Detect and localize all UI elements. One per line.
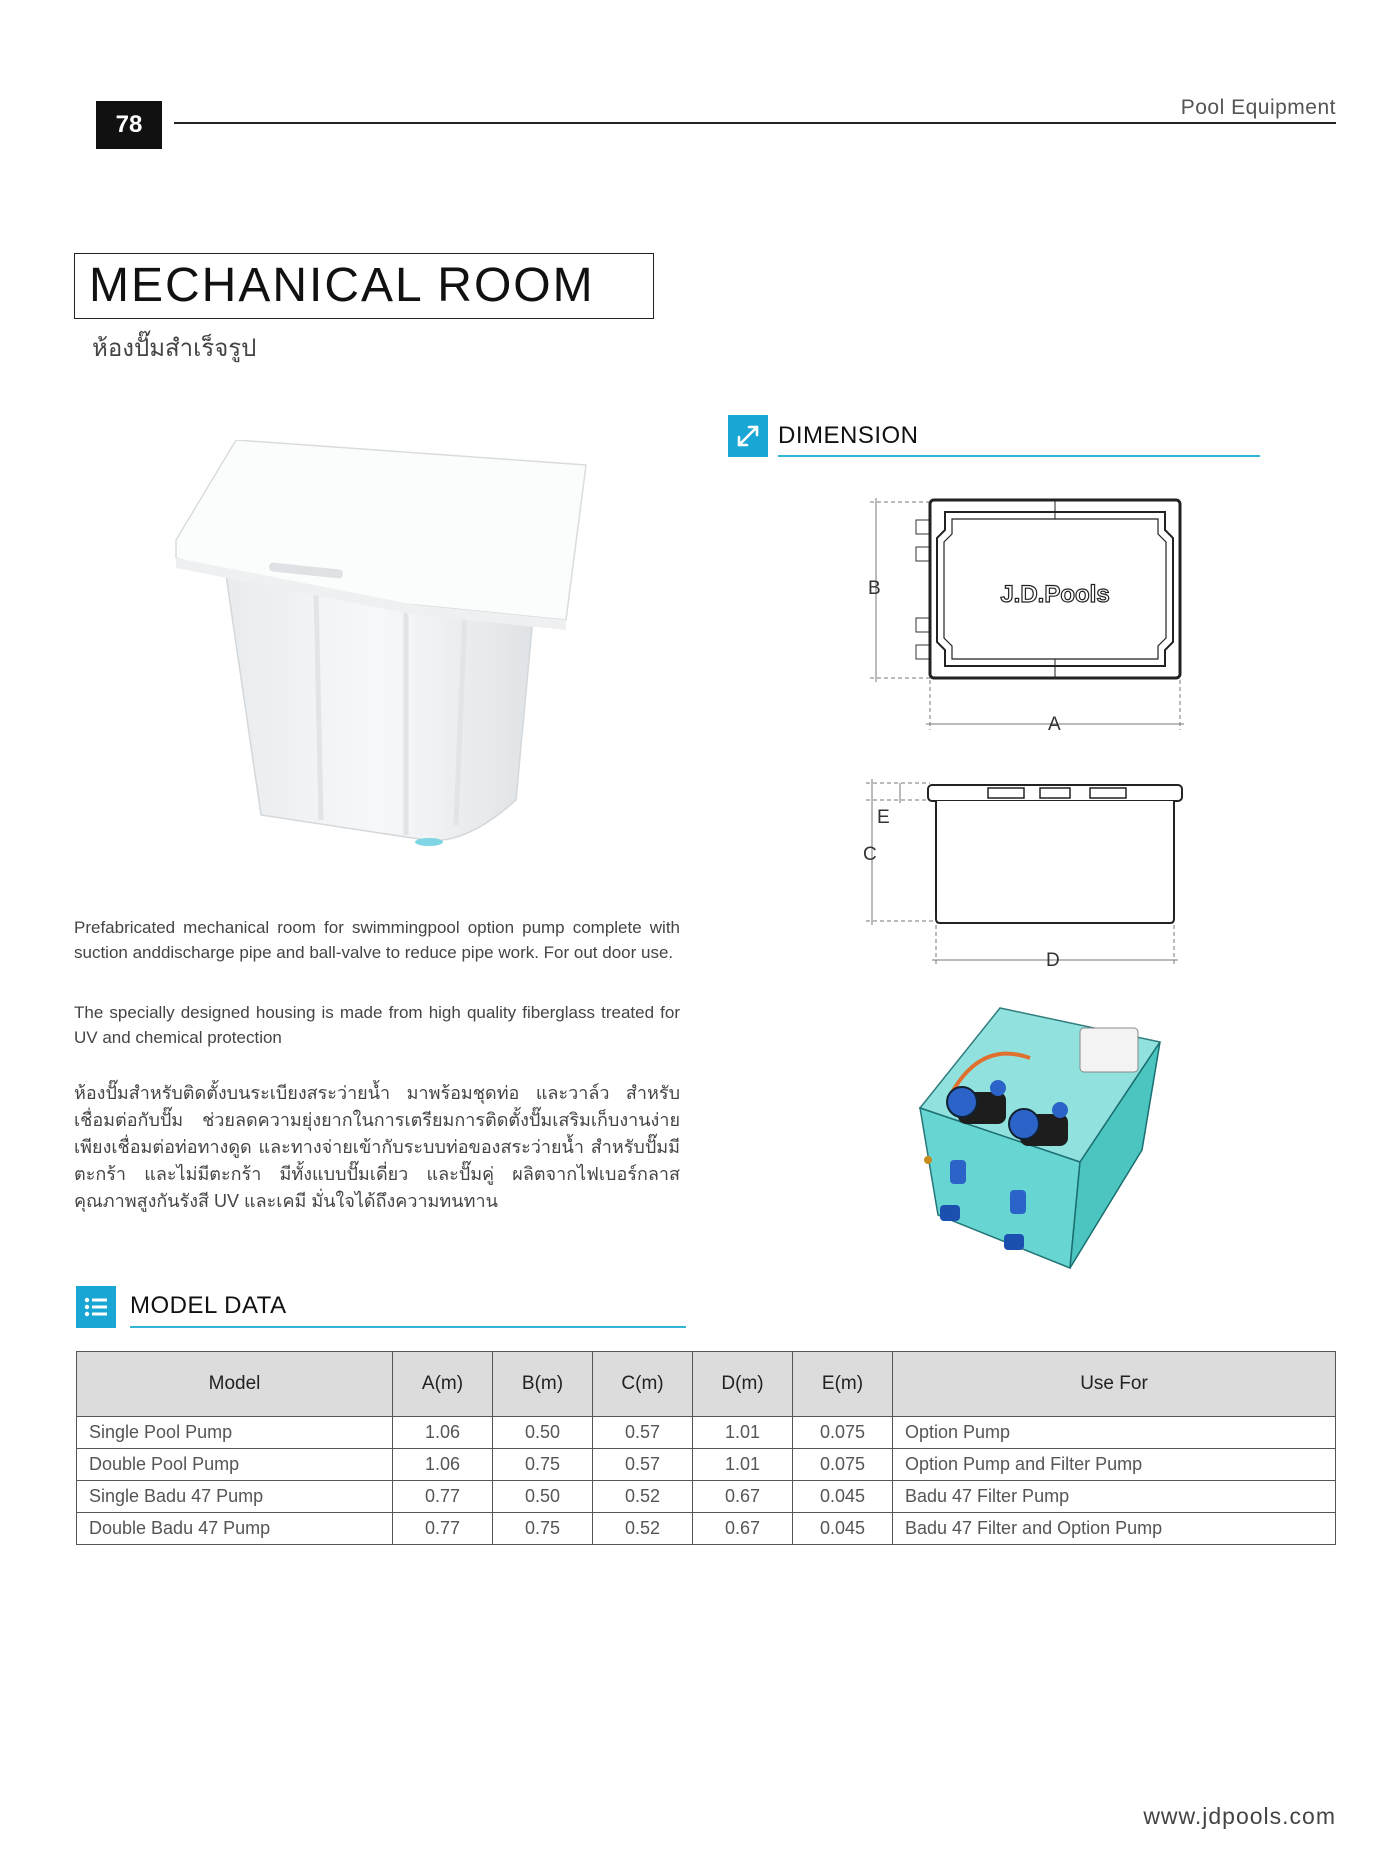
c-value-cell: 0.52 <box>593 1513 693 1545</box>
e-value-cell: 0.045 <box>793 1481 893 1513</box>
column-header-d: D(m) <box>693 1352 793 1417</box>
diagonal-arrow-icon <box>728 415 768 457</box>
e-value-cell: 0.045 <box>793 1513 893 1545</box>
model-name-cell: Single Pool Pump <box>77 1417 393 1449</box>
b-value-cell: 0.50 <box>493 1417 593 1449</box>
top-view-drawing <box>860 490 1200 744</box>
page-title: MECHANICAL ROOM <box>89 259 595 312</box>
dimension-heading-rule <box>778 455 1260 457</box>
use-for-cell: Option Pump and Filter Pump <box>893 1449 1336 1481</box>
website-url: www.jdpools.com <box>1143 1803 1336 1829</box>
dimension-heading: DIMENSION <box>778 422 919 449</box>
header-divider <box>174 122 1336 124</box>
list-icon <box>76 1286 116 1328</box>
b-value-cell: 0.75 <box>493 1513 593 1545</box>
model-name-cell: Single Badu 47 Pump <box>77 1481 393 1513</box>
model-name-cell: Double Badu 47 Pump <box>77 1513 393 1545</box>
dimension-label-b: B <box>868 578 881 599</box>
d-value-cell: 0.67 <box>693 1513 793 1545</box>
a-value-cell: 0.77 <box>393 1513 493 1545</box>
product-photo <box>166 440 596 864</box>
section-title: Pool Equipment <box>1180 96 1336 119</box>
use-for-cell: Badu 47 Filter Pump <box>893 1481 1336 1513</box>
table-row <box>77 1481 1336 1513</box>
d-value-cell: 1.01 <box>693 1417 793 1449</box>
c-value-cell: 0.52 <box>593 1481 693 1513</box>
e-value-cell: 0.075 <box>793 1449 893 1481</box>
model-data-heading: MODEL DATA <box>130 1292 287 1319</box>
column-header-a: A(m) <box>393 1352 493 1417</box>
brand-logo-mark: J.D.Pools <box>1000 581 1110 608</box>
page-subtitle-thai: ห้องปั๊มสำเร็จรูป <box>92 334 257 362</box>
page-number: 78 <box>96 101 162 149</box>
table-row <box>77 1417 1336 1449</box>
column-header-e: E(m) <box>793 1352 893 1417</box>
side-view-drawing <box>860 775 1200 979</box>
description-english-2: The specially designed housing is made from high quality fiberglass treated for UV and chemical protection <box>74 1003 680 1047</box>
d-value-cell: 0.67 <box>693 1481 793 1513</box>
column-header-c: C(m) <box>593 1352 693 1417</box>
use-for-cell: Option Pump <box>893 1417 1336 1449</box>
b-value-cell: 0.50 <box>493 1481 593 1513</box>
a-value-cell: 0.77 <box>393 1481 493 1513</box>
description-english-1: Prefabricated mechanical room for swimmingpool option pump complete with suction anddischarge pipe and ball-valve to reduce pipe work. For out door use. <box>74 918 680 962</box>
page-title-box <box>74 253 654 319</box>
dimension-label-d: D <box>1046 950 1060 971</box>
dimension-label-a: A <box>1048 714 1061 735</box>
b-value-cell: 0.75 <box>493 1449 593 1481</box>
isometric-illustration <box>910 1000 1170 1284</box>
model-name-cell: Double Pool Pump <box>77 1449 393 1481</box>
column-header-model: Model <box>77 1352 393 1417</box>
c-value-cell: 0.57 <box>593 1417 693 1449</box>
dimension-label-c: C <box>863 844 877 865</box>
description-thai: ห้องปั๊มสำหรับติดตั้งบนระเบียงสระว่ายน้ำ มาพร้อมชุดท่อ และวาล์ว สำหรับเชื่อมต่อกับปั๊ม ช่วยลดความยุ่งยากในการเตรียมการติดตั้งปั๊มเสริมเก็บงานง่ายเพียงเชื่อมต่อท่อทางดูด และทางจ่ายเข้ากับระบบท่อของสระว่ายน้ำ สำหรับปั๊มมีตะกร้า และไม่มีตะกร้า มีทั้งแบบปั๊มเดี่ยว และปั๊มคู่ ผลิตจากไฟเบอร์กลาสคุณภาพสูงกันรังสี UV และเคมี มั่นใจได้ถึงความทนทาน <box>74 1083 680 1211</box>
e-value-cell: 0.075 <box>793 1417 893 1449</box>
table-header-row <box>77 1352 1336 1417</box>
column-header-b: B(m) <box>493 1352 593 1417</box>
column-header-use-for: Use For <box>893 1352 1336 1417</box>
c-value-cell: 0.57 <box>593 1449 693 1481</box>
model-data-heading-rule <box>130 1326 686 1328</box>
a-value-cell: 1.06 <box>393 1417 493 1449</box>
table-row <box>77 1513 1336 1545</box>
a-value-cell: 1.06 <box>393 1449 493 1481</box>
dimension-label-e: E <box>877 807 890 828</box>
model-data-table <box>76 1351 1336 1545</box>
table-row <box>77 1449 1336 1481</box>
d-value-cell: 1.01 <box>693 1449 793 1481</box>
use-for-cell: Badu 47 Filter and Option Pump <box>893 1513 1336 1545</box>
